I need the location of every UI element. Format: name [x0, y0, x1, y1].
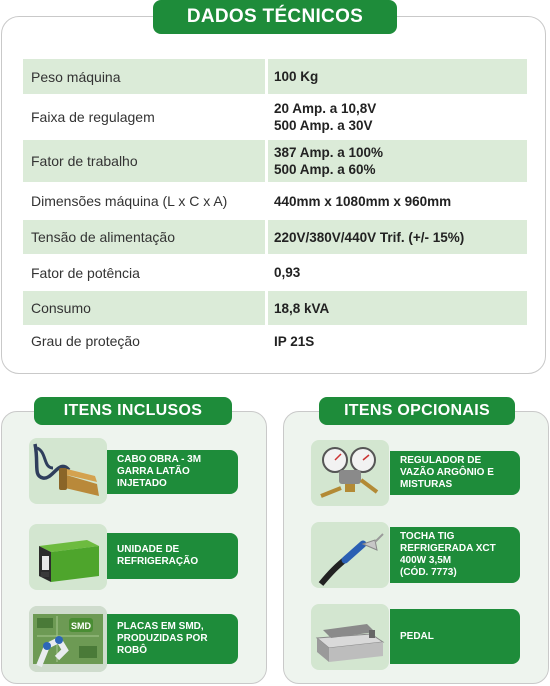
specs-title: DADOS TÉCNICOS [153, 0, 397, 34]
cooling-unit-icon [29, 524, 107, 590]
spec-value: 440mm x 1080mm x 960mm [274, 193, 452, 209]
included-title: ITENS INCLUSOS [34, 397, 232, 425]
optional-item-label: PEDAL [390, 609, 520, 664]
foot-pedal-icon [311, 604, 389, 670]
spec-row-voltage [23, 220, 527, 256]
included-item-label: CABO OBRA - 3M GARRA LATÃO INJETADO [107, 450, 238, 494]
specs-table [23, 59, 527, 357]
spec-label: Tensão de alimentação [23, 220, 268, 254]
included-item-label: UNIDADE DE REFRIGERAÇÃO [107, 533, 238, 579]
included-item-label: PLACAS EM SMD, PRODUZIDAS POR ROBÔ [107, 614, 238, 664]
spec-row-protection [23, 327, 527, 357]
spec-label: Grau de proteção [23, 327, 268, 355]
spec-row-dimensions [23, 184, 527, 220]
ground-clamp-cable-icon [29, 438, 107, 504]
spec-label: Consumo [23, 291, 268, 325]
tig-torch-icon [311, 522, 389, 588]
spec-value: 20 Amp. a 10,8V 500 Amp. a 30V [274, 101, 377, 133]
spec-row-power-factor [23, 256, 527, 291]
spec-row-consumption [23, 291, 527, 327]
smd-badge-text: SMD [71, 621, 91, 631]
spec-label: Fator de potência [23, 256, 268, 289]
optional-item-label: TOCHA TIG REFRIGERADA XCT 400W 3,5M (CÓD. 7773) [390, 527, 520, 583]
spec-label: Faixa de regulagem [23, 96, 268, 138]
spec-label: Peso máquina [23, 59, 268, 94]
optional-item-label: REGULADOR DE VAZÃO ARGÔNIO E MISTURAS [390, 451, 520, 495]
spec-label: Fator de trabalho [23, 140, 268, 182]
spec-value: 100 Kg [274, 69, 319, 84]
spec-row-weight [23, 59, 527, 96]
spec-value: 0,93 [274, 265, 301, 280]
gas-regulator-icon [311, 440, 389, 506]
spec-value: 220V/380V/440V Trif. (+/- 15%) [274, 229, 465, 245]
spec-value: IP 21S [274, 333, 315, 349]
smd-robot-icon [29, 606, 107, 672]
spec-row-duty-cycle [23, 140, 527, 184]
spec-value: 18,8 kVA [274, 300, 330, 316]
spec-value: 387 Amp. a 100% 500 Amp. a 60% [274, 145, 384, 177]
spec-row-regulation [23, 96, 527, 140]
optional-title: ITENS OPCIONAIS [319, 397, 515, 425]
spec-label: Dimensões máquina (L x C x A) [23, 184, 268, 218]
